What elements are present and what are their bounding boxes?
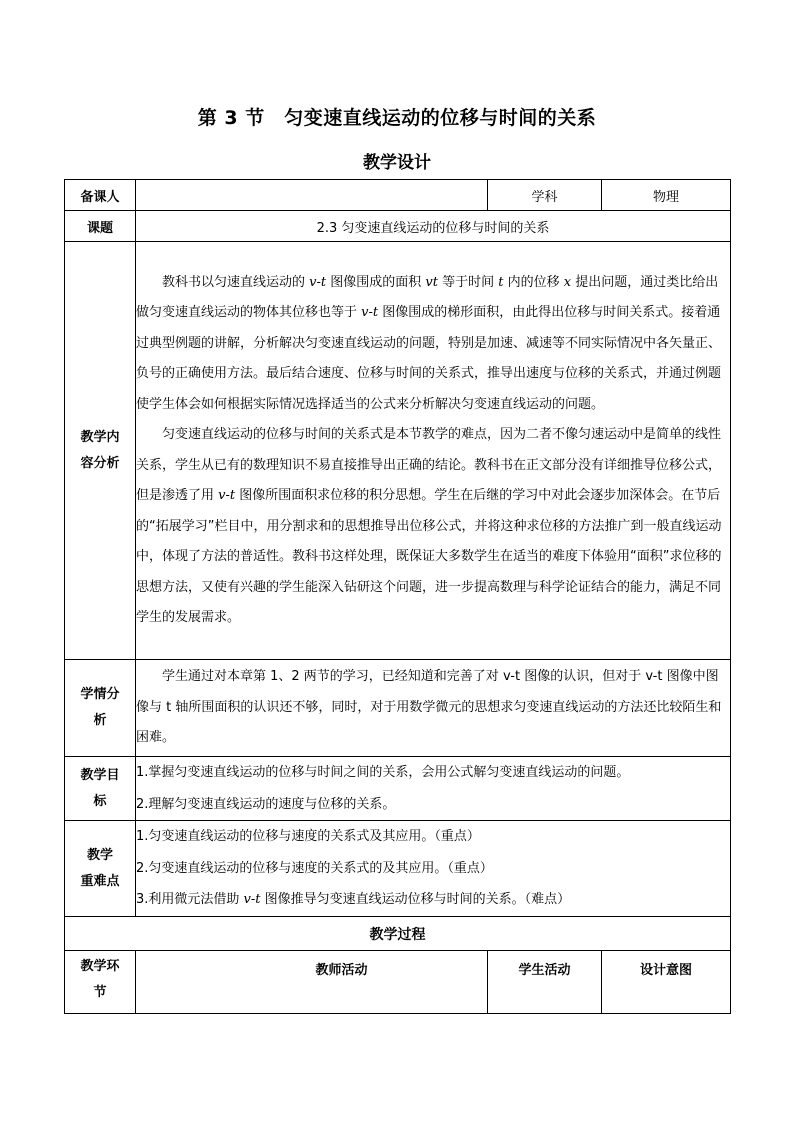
document-title: 第 3 节 匀变速直线运动的位移与时间的关系: [197, 107, 597, 129]
learner-analysis-row: [65, 660, 731, 757]
subject-label: 学科: [488, 180, 602, 211]
content-analysis-label: 教学内 容分析: [65, 242, 136, 660]
key-points-label: 教学 重难点: [65, 821, 136, 917]
learner-analysis-label: 学情分 析: [65, 660, 136, 757]
objectives-label: 教学目 标: [65, 757, 136, 821]
content-analysis-text: [136, 242, 731, 660]
preparer-value: [136, 180, 488, 211]
learner-analysis-text: 学生通过对本章第 1、2 两节的学习，已经知道和完善了对 v-t 图像的认识，但对于 v-t 图像中图像与 t 轴所围面积的认识还不够，同时，对于用数学微元的思想求匀变速直线运动的方法还比较陌生和困难。: [136, 669, 722, 746]
key-point-item: 1.匀变速直线运动的位移与速度的关系式及其应用。（重点）: [136, 829, 480, 845]
content-analysis-row: [65, 242, 731, 660]
col-intent: 设计意图: [602, 951, 731, 1014]
preparer-label: 备课人: [65, 180, 136, 211]
process-heading-row: [65, 917, 731, 951]
objective-item: 2.理解匀变速直线运动的速度与位移的关系。: [136, 796, 396, 812]
key-point-item: 3.利用微元法借助 v-t 图像推导匀变速直线运动位移与时间的关系。（难点）: [136, 892, 571, 908]
key-points-row: [65, 821, 731, 917]
col-stage: 教学环 节: [65, 951, 136, 1014]
process-heading: 教学过程: [65, 917, 731, 951]
col-student: 学生活动: [488, 951, 602, 1014]
topic-value: 2.3 匀变速直线运动的位移与时间的关系: [136, 211, 731, 242]
key-point-item: 2.匀变速直线运动的位移与速度的关系式的及其应用。（重点）: [136, 860, 493, 876]
topic-label: 课题: [65, 211, 136, 242]
col-teacher: 教师活动: [136, 951, 488, 1014]
lesson-plan-table: [64, 179, 731, 1014]
topic-row: [65, 211, 731, 242]
subject-value: 物理: [602, 180, 731, 211]
content-analysis-paragraph-2: 匀变速直线运动的位移与时间的关系式是本节教学的难点，因为二者不像匀速运动中是简单的线性关系，学生从已有的数理知识不易直接推导出正确的结论。教科书在正文部分没有详细推导位移公式，但是渗透了用 v-t 图像所围面积求位移的积分思想。学生在后继的学习中对此会逐步加深体会。在节后的“拓展学习”栏目中，用分割求和的思想推导出位移公式，并将这种求位移的方法推广到一般直线运动中，体现了方法的普适性。教科书这样处理，既保证大多数学生在适当的难度下体验用“面积”求位移的思想方法，又使有兴趣的学生能深入钻研这个问题，进一步提高数理与科学论证结合的能力，满足不同学生的发展需求。: [136, 427, 722, 625]
content-analysis-paragraph-1: 教科书以匀速直线运动的 v-t 图像围成的面积 vt 等于时间 t 内的位移 x 提出问题，通过类比给出做匀变速直线运动的物体其位移也等于 v-t 图像围成的梯形面积，由此得出位移与时间关系式。接着通过典型例题的讲解，分析解决匀变速直线运动的问题，特别是加速、减速等不同实际情况中各矢量正、负号的正确使用方法。最后结合速度、位移与时间的关系式，推导出速度与位移的关系式，并通过例题使学生体会如何根据实际情况选择适当的公式来分析解决匀变速直线运动的问题。: [136, 274, 722, 412]
header-row: [65, 180, 731, 211]
objectives-row: [65, 757, 731, 821]
objective-item: 1.掌握匀变速直线运动的位移与时间之间的关系，会用公式解匀变速直线运动的问题。: [136, 765, 630, 780]
document-subtitle: 教学设计: [363, 153, 431, 173]
process-columns-row: [65, 951, 731, 1014]
